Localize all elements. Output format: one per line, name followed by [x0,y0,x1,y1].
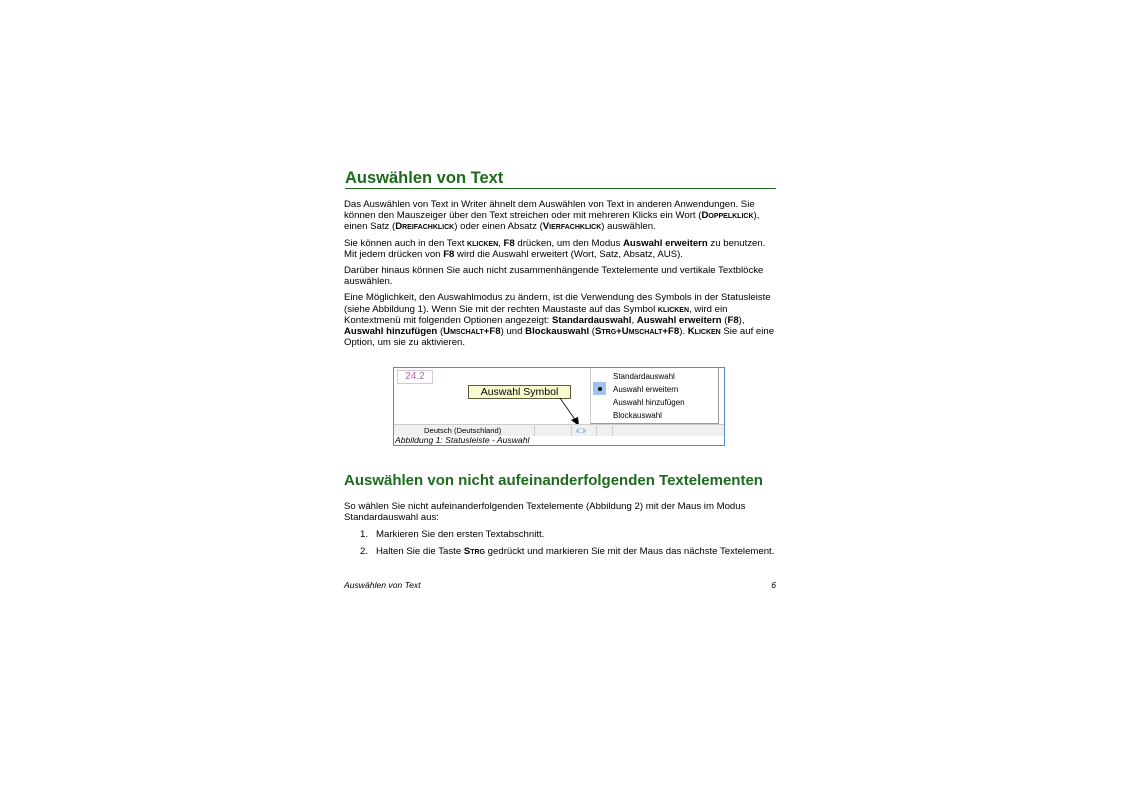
zoom-value: 24.2 [397,370,433,384]
menu-item-add-selection[interactable]: Auswahl hinzufügen [613,398,685,407]
selected-radio-icon [593,382,606,395]
paragraph-extend-mode: Sie können auch in den Text klicken, F8 drücken, um den Modus Auswahl erweitern zu benutzen. Mit jedem drücken von F8 wird die Auswahl erweitert (Wort, Satz, Absatz, AUS). [344,237,766,260]
list-item: 1. Markieren Sie den ersten Textabschnitt. [360,529,545,541]
selection-mode-icon[interactable]: ‹□› [576,426,587,435]
figure-caption: Abbildung 1: Statusleiste - Auswahl [395,435,530,445]
callout-selection-symbol: Auswahl Symbol [468,385,571,399]
context-menu-selection-mode [590,368,719,424]
paragraph-non-contiguous: Darüber hinaus können Sie auch nicht zusammenhängende Textelemente und vertikale Textblöcke auswählen. [344,265,764,288]
paragraph-statusbar-symbol: Eine Möglichkeit, den Auswahlmodus zu ändern, ist die Verwendung des Symbols in der Statusleiste (siehe Abbildung 1). Wenn Sie mit der rechten Maustaste auf das Symbol klicken, wird ein Kontextmenü mit folgenden Optionen angezeigt: Standardauswahl, Auswahl erweitern (F8), Auswahl hinzufügen (Umschalt+F8) und Blockauswahl (Strg+Umschalt+F8). Klicken Sie auf eine Option, um sie zu aktivieren. [344,292,775,349]
paragraph-intro: Das Auswählen von Text in Writer ähnelt dem Auswählen von Text in anderen Anwendungen. Sie können den Mauszeiger über den Text streichen oder mit mehreren Klicks ein Wort (Doppelklick), einen Satz (Dreifachklick) oder einen Absatz (Vierfachklick) auswählen. [344,199,760,233]
paragraph-non-contiguous-intro: So wählen Sie nicht aufeinanderfolgenden Textelemente (Abbildung 2) mit der Maus im Modus Standardauswahl aus: [344,501,746,524]
figure-statusbar-selection [393,367,725,446]
menu-item-standard-selection[interactable]: Standardauswahl [613,372,675,381]
heading-selecting-text: Auswählen von Text [345,168,776,189]
document-page [344,168,776,557]
page-footer [344,580,776,590]
menu-item-extend-selection[interactable]: Auswahl erweitern [613,385,679,394]
steps-list [344,529,776,556]
footer-title: Auswählen von Text [344,580,421,590]
statusbar-language[interactable]: Deutsch (Deutschland) [424,426,502,435]
heading-non-contiguous: Auswählen von nicht aufeinanderfolgenden Textelementen [344,472,763,489]
list-item: 2. Halten Sie die Taste Strg gedrückt und markieren Sie mit der Maus das nächste Textelement. [360,545,775,557]
page-number: 6 [771,580,776,590]
menu-item-block-selection[interactable]: Blockauswahl [613,411,662,420]
